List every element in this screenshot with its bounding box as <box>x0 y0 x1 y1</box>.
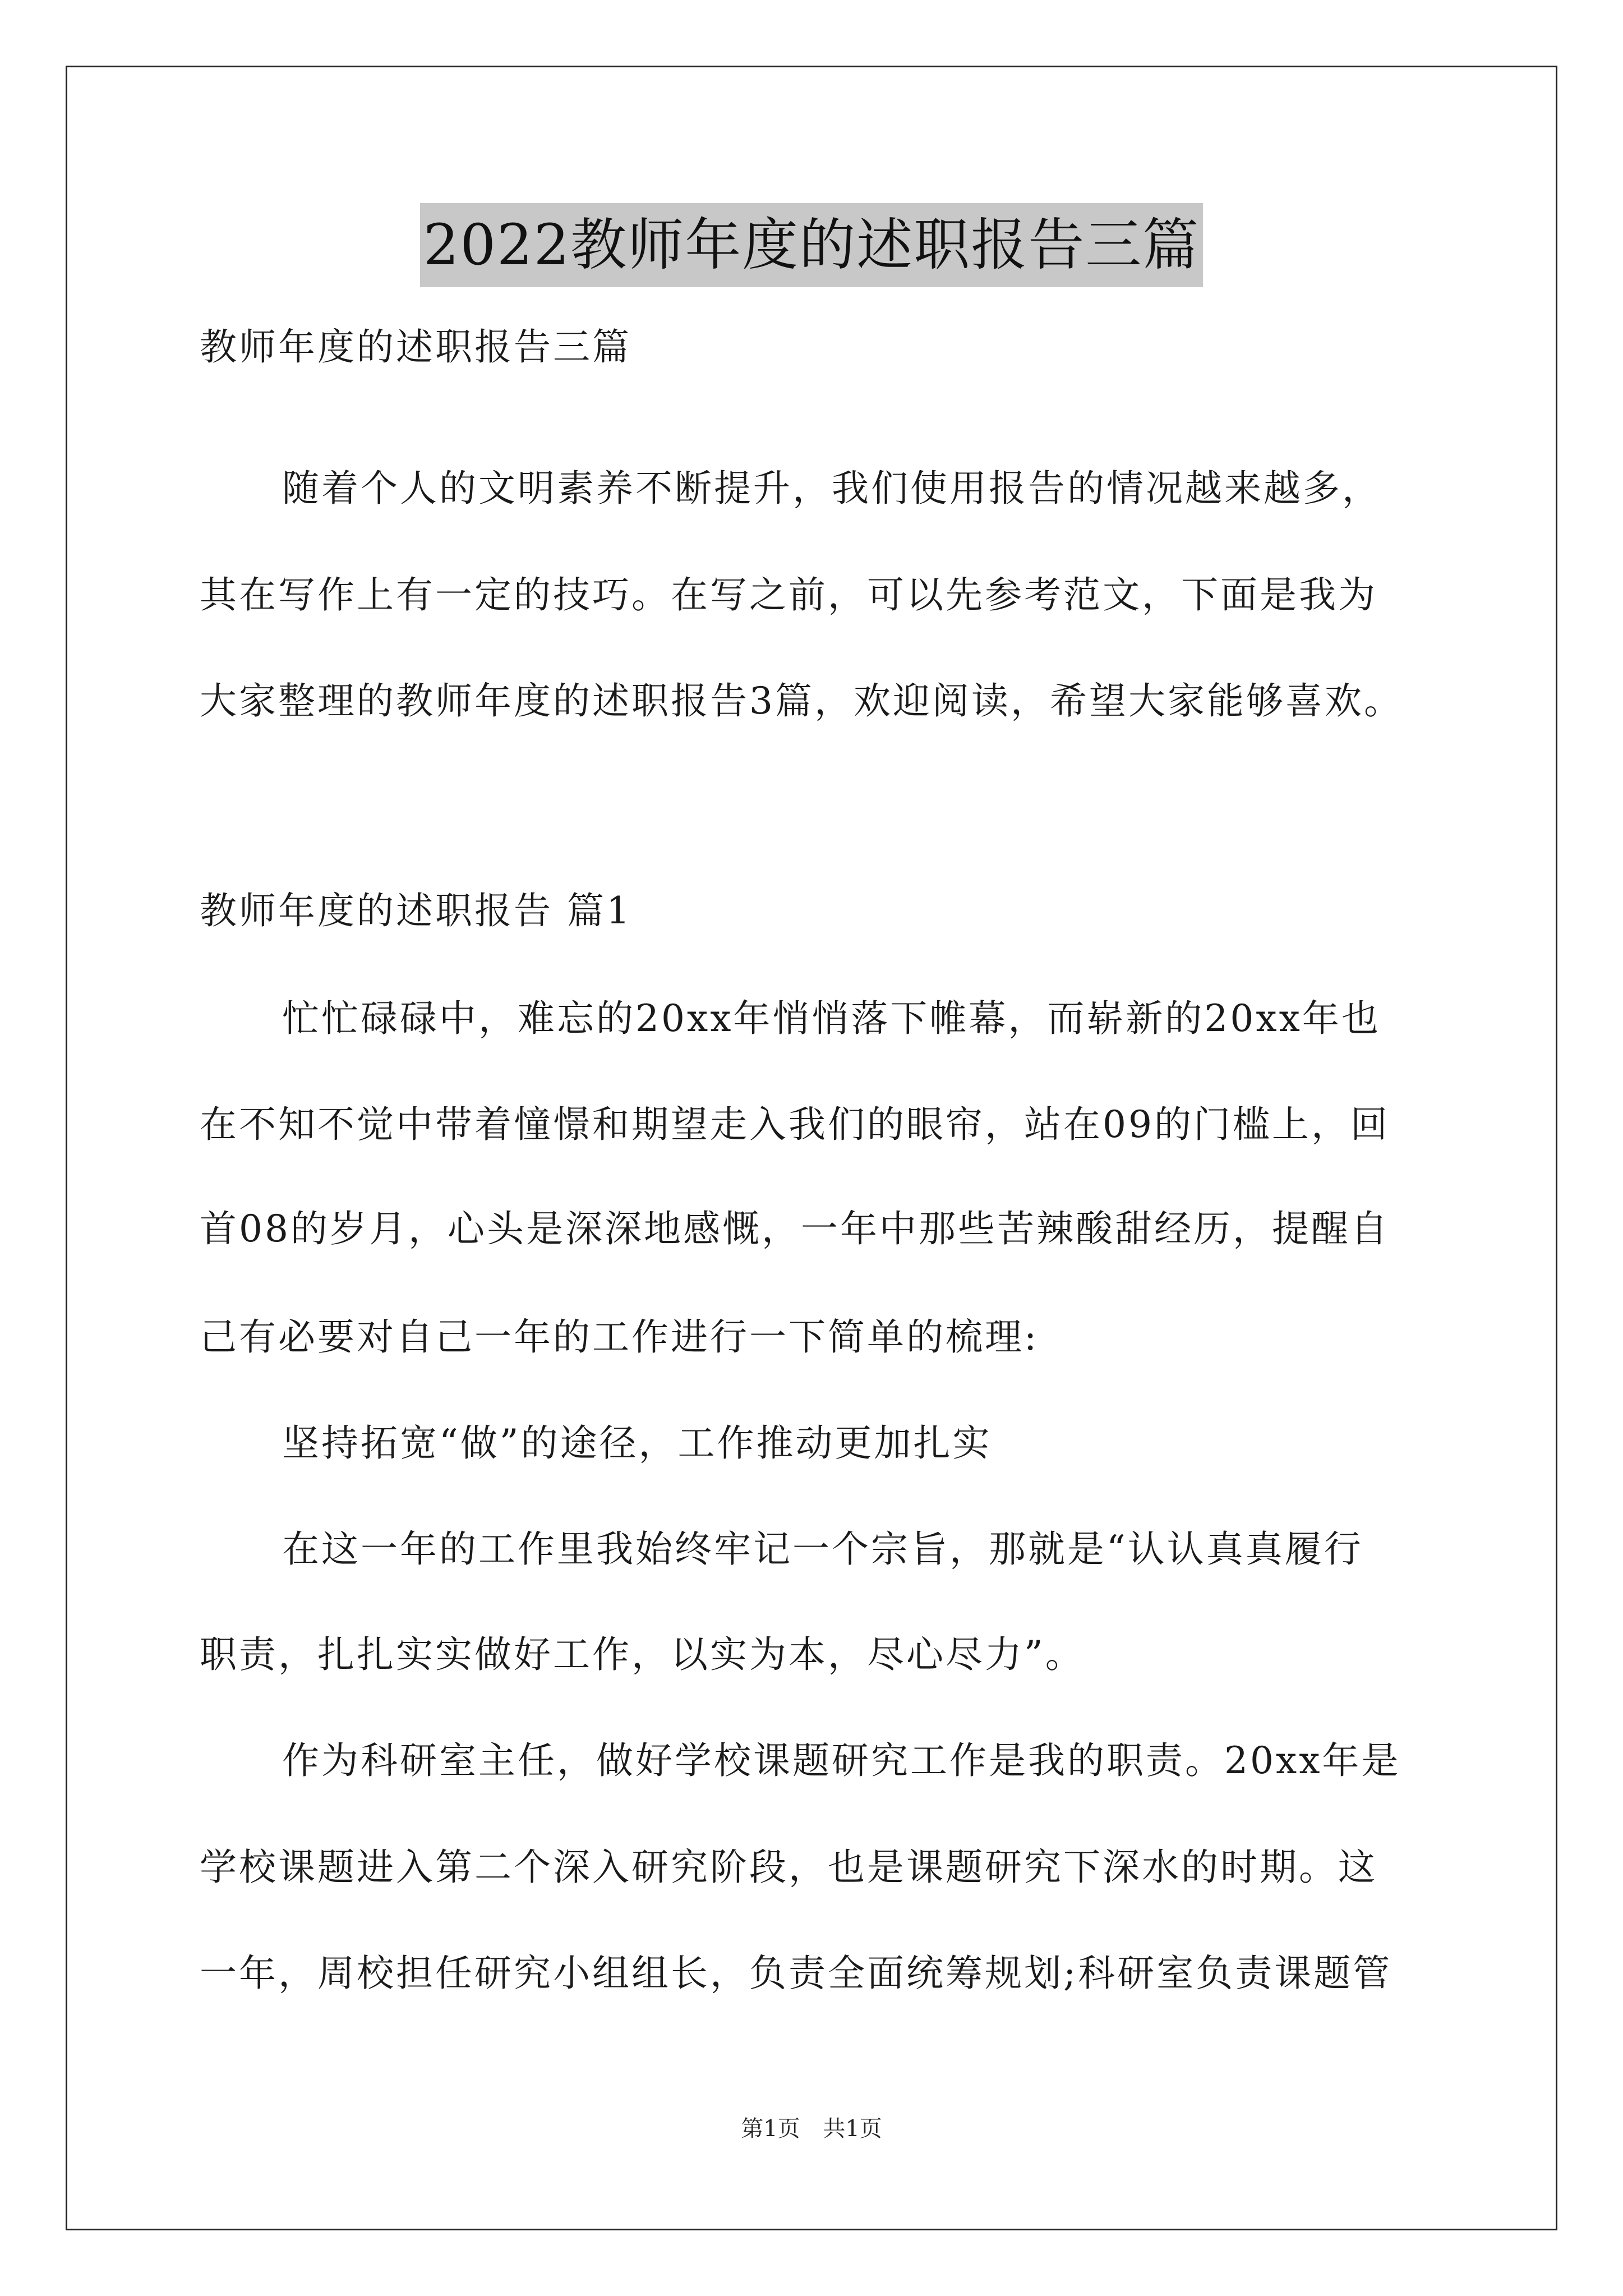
section-heading: 教师年度的述职报告 篇1 <box>200 889 632 932</box>
page-footer <box>0 2112 1623 2146</box>
title-container <box>0 203 1623 287</box>
paragraph-line: 首08的岁月，心头是深深地感慨，一年中那些苦辣酸甜经历，提醒自 <box>200 1207 1390 1250</box>
paragraph-line: 忙忙碌碌中，难忘的20xx年悄悄落下帷幕，而崭新的20xx年也 <box>282 997 1381 1040</box>
paragraph-line: 大家整理的教师年度的述职报告3篇，欢迎阅读，希望大家能够喜欢。 <box>200 679 1403 723</box>
paragraph-line: 坚持拓宽“做”的途径，工作推动更加扎实 <box>282 1421 992 1465</box>
subtitle-line: 教师年度的述职报告三篇 <box>200 325 631 369</box>
document-title: 2022教师年度的述职报告三篇 <box>420 203 1204 287</box>
paragraph-line: 随着个人的文明素养不断提升，我们使用报告的情况越来越多， <box>282 467 1381 510</box>
paragraph-line: 在这一年的工作里我始终牢记一个宗旨，那就是“认认真真履行 <box>282 1527 1363 1571</box>
paragraph-line: 己有必要对自己一年的工作进行一下简单的梳理: <box>200 1315 1039 1359</box>
page-total: 共1页 <box>823 2116 882 2142</box>
paragraph-line: 职责，扎扎实实做好工作，以实为本，尽心尽力”。 <box>200 1633 1085 1676</box>
page-number: 第1页 <box>741 2116 800 2142</box>
paragraph-line: 作为科研室主任，做好学校课题研究工作是我的职责。20xx年是 <box>282 1739 1401 1782</box>
paragraph-line: 在不知不觉中带着憧憬和期望走入我们的眼帘，站在09的门槛上，回 <box>200 1103 1390 1146</box>
paragraph-line: 学校课题进入第二个深入研究阶段，也是课题研究下深水的时期。这 <box>200 1846 1377 1889</box>
paragraph-line: 一年，周校担任研究小组组长，负责全面统筹规划;科研室负责课题管 <box>200 1952 1393 1995</box>
paragraph-line: 其在写作上有一定的技巧。在写之前，可以先参考范文，下面是我为 <box>200 573 1377 616</box>
